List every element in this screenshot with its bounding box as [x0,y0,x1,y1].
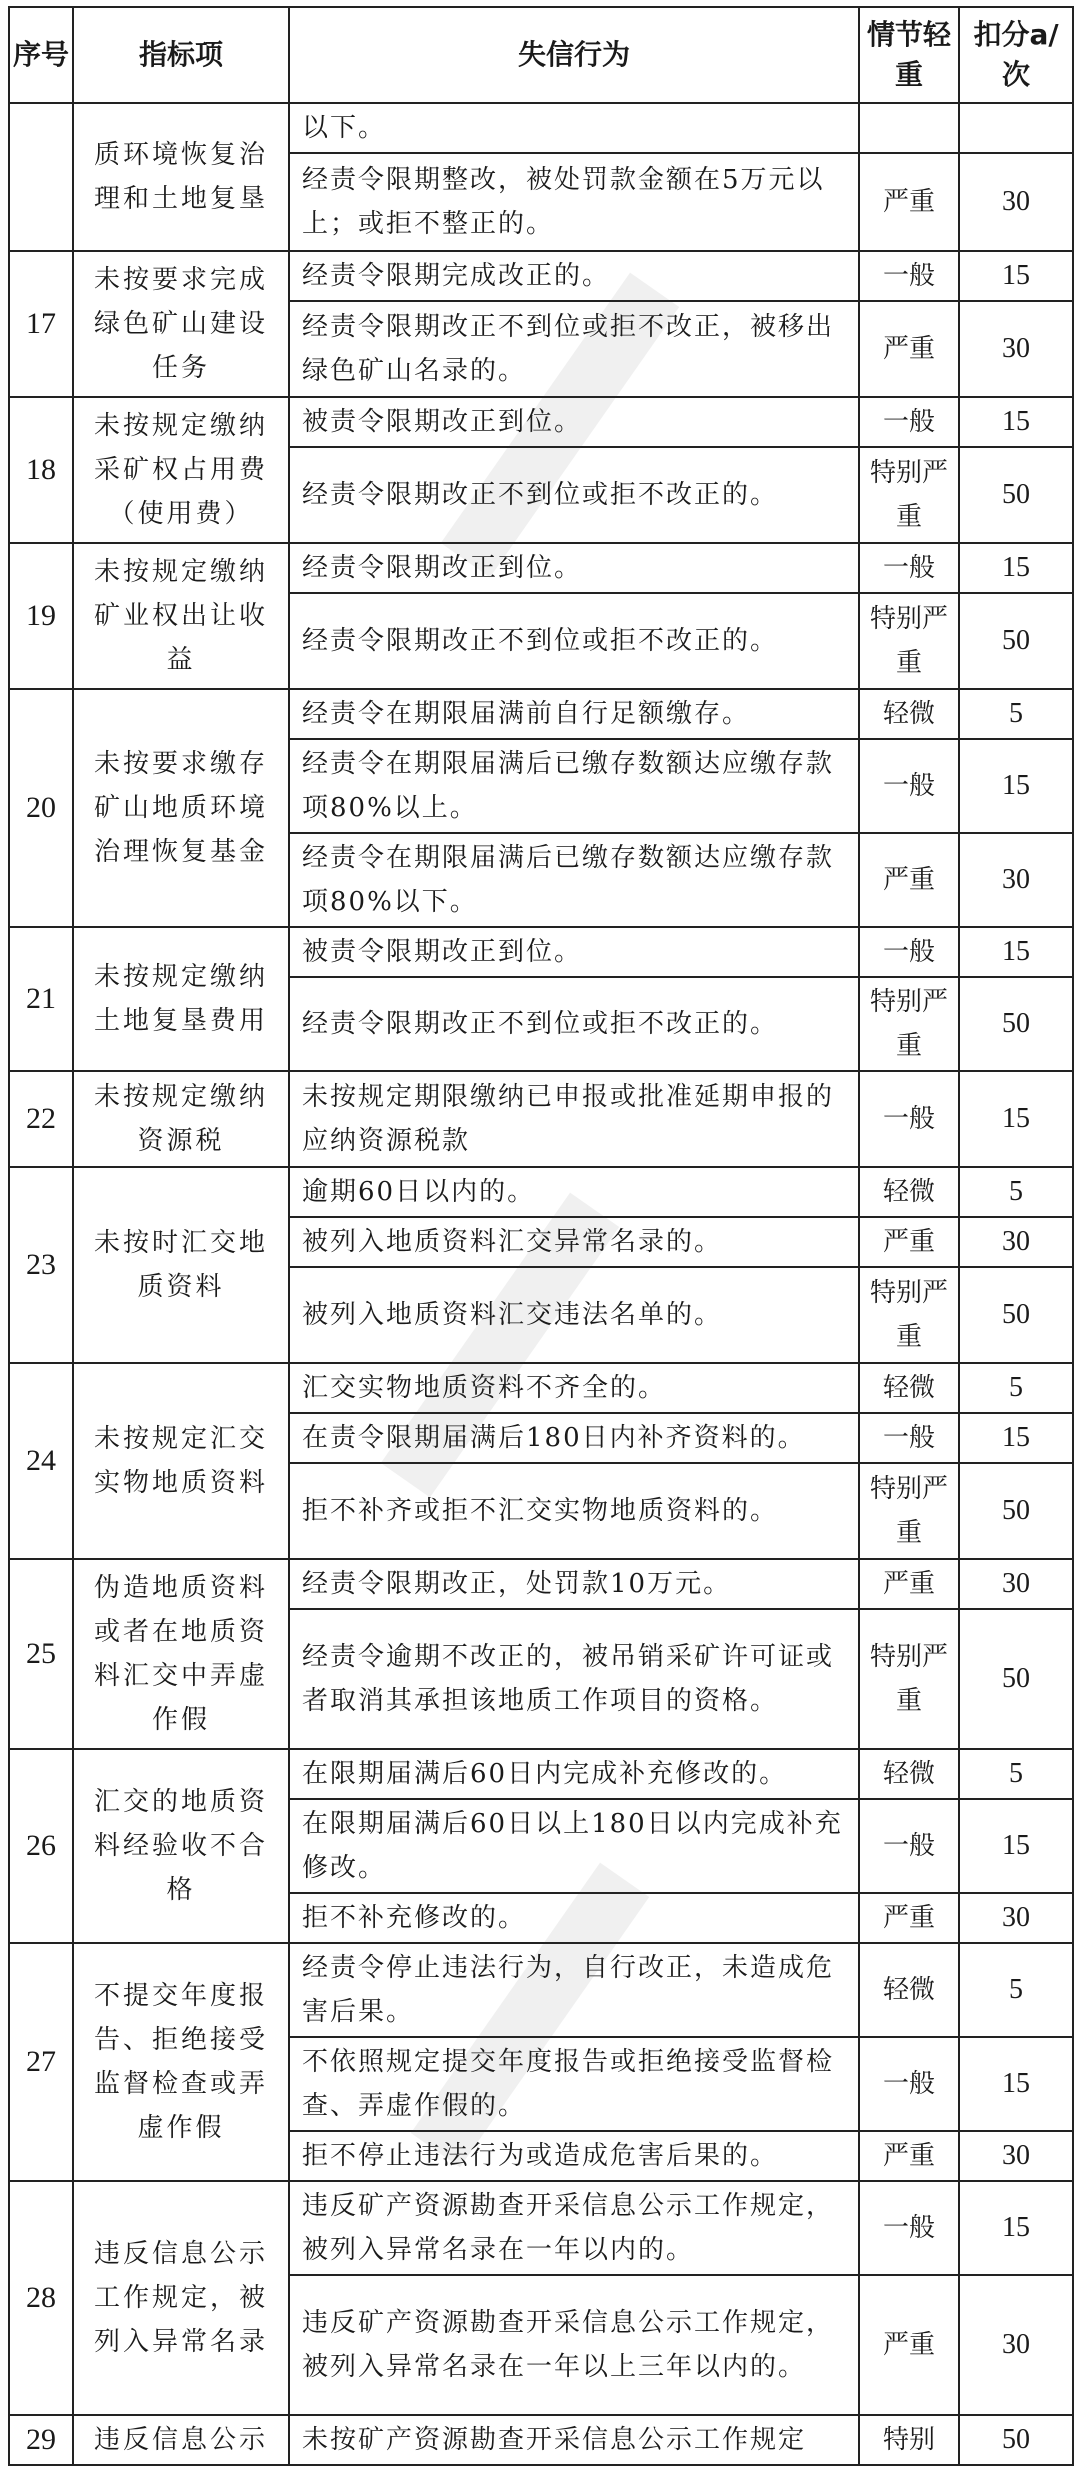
row-points: 50 [959,1463,1073,1559]
row-points: 15 [959,397,1073,447]
row-behavior: 汇交实物地质资料不齐全的。 [289,1363,859,1413]
row-item: 不提交年度报告、拒绝接受监督检查或弄虚作假 [73,1943,289,2181]
row-severity: 严重 [859,2275,959,2415]
table-row [9,1749,1073,1799]
row-severity [859,103,959,153]
row-behavior: 在限期届满后60日内完成补充修改的。 [289,1749,859,1799]
row-points: 50 [959,1609,1073,1749]
row-severity: 特别严重 [859,1463,959,1559]
row-severity: 特别 [859,2415,959,2465]
row-item: 汇交的地质资料经验收不合格 [73,1749,289,1943]
row-item: 未按要求完成绿色矿山建设任务 [73,251,289,397]
header-behavior: 失信行为 [289,7,859,103]
row-item: 未按规定汇交实物地质资料 [73,1363,289,1559]
row-points: 15 [959,2037,1073,2131]
row-points: 30 [959,833,1073,927]
row-behavior: 经责令限期改正不到位或拒不改正，被移出绿色矿山名录的。 [289,301,859,397]
row-behavior: 经责令在期限届满前自行足额缴存。 [289,689,859,739]
row-seq: 23 [9,1167,73,1363]
row-severity: 轻微 [859,1167,959,1217]
table-row [9,1943,1073,2037]
row-points: 30 [959,301,1073,397]
penalty-table-document [8,6,1072,2466]
row-seq: 27 [9,1943,73,2181]
row-behavior: 被列入地质资料汇交异常名录的。 [289,1217,859,1267]
row-points: 5 [959,1167,1073,1217]
row-behavior: 未按矿产资源勘查开采信息公示工作规定 [289,2415,859,2465]
row-behavior: 经责令停止违法行为，自行改正，未造成危害后果。 [289,1943,859,2037]
table-row [9,1559,1073,1609]
row-item: 未按规定缴纳资源税 [73,1071,289,1167]
row-points: 50 [959,593,1073,689]
row-behavior: 拒不补充修改的。 [289,1893,859,1943]
row-severity: 一般 [859,543,959,593]
table-header-row [9,7,1073,103]
row-behavior: 经责令限期改正到位。 [289,543,859,593]
row-points: 50 [959,977,1073,1071]
row-item: 质环境恢复治理和土地复垦 [73,103,289,251]
row-seq: 21 [9,927,73,1071]
row-behavior: 被责令限期改正到位。 [289,397,859,447]
row-points: 30 [959,1893,1073,1943]
row-item: 违反信息公示工作规定，被列入异常名录 [73,2181,289,2415]
table-row [9,1363,1073,1413]
row-points: 5 [959,1749,1073,1799]
row-points: 50 [959,2415,1073,2465]
table-row [9,543,1073,593]
row-points: 50 [959,1267,1073,1363]
row-points: 15 [959,927,1073,977]
row-behavior: 拒不补齐或拒不汇交实物地质资料的。 [289,1463,859,1559]
row-points: 5 [959,1363,1073,1413]
header-points: 扣分a/次 [959,7,1073,103]
row-points: 30 [959,2131,1073,2181]
row-seq: 20 [9,689,73,927]
row-behavior: 违反矿产资源勘查开采信息公示工作规定，被列入异常名录在一年以内的。 [289,2181,859,2275]
row-points [959,103,1073,153]
row-severity: 一般 [859,2181,959,2275]
row-item: 未按时汇交地质资料 [73,1167,289,1363]
row-behavior: 未按规定期限缴纳已申报或批准延期申报的应纳资源税款 [289,1071,859,1167]
row-behavior: 不依照规定提交年度报告或拒绝接受监督检查、弄虚作假的。 [289,2037,859,2131]
header-severity: 情节轻重 [859,7,959,103]
row-severity: 一般 [859,1413,959,1463]
row-points: 15 [959,1071,1073,1167]
row-behavior: 经责令限期改正不到位或拒不改正的。 [289,593,859,689]
row-severity: 轻微 [859,689,959,739]
row-seq: 28 [9,2181,73,2415]
row-points: 30 [959,2275,1073,2415]
row-behavior: 被责令限期改正到位。 [289,927,859,977]
row-points: 15 [959,1413,1073,1463]
row-behavior: 经责令限期改正不到位或拒不改正的。 [289,447,859,543]
row-points: 15 [959,2181,1073,2275]
row-severity: 严重 [859,2131,959,2181]
row-points: 5 [959,689,1073,739]
row-behavior: 拒不停止违法行为或造成危害后果的。 [289,2131,859,2181]
row-seq: 18 [9,397,73,543]
row-seq: 19 [9,543,73,689]
row-severity: 特别严重 [859,1267,959,1363]
header-seq: 序号 [9,7,73,103]
row-points: 5 [959,1943,1073,2037]
row-severity: 特别严重 [859,593,959,689]
table-row [9,1071,1073,1167]
row-behavior: 被列入地质资料汇交违法名单的。 [289,1267,859,1363]
table-row [9,2415,1073,2465]
row-seq: 17 [9,251,73,397]
row-item: 伪造地质资料或者在地质资料汇交中弄虚作假 [73,1559,289,1749]
row-behavior: 经责令限期改正不到位或拒不改正的。 [289,977,859,1071]
row-severity: 一般 [859,2037,959,2131]
table-row [9,2181,1073,2275]
row-item: 违反信息公示 [73,2415,289,2465]
row-severity: 轻微 [859,1363,959,1413]
row-severity: 轻微 [859,1749,959,1799]
row-points: 15 [959,1799,1073,1893]
row-behavior: 经责令在期限届满后已缴存数额达应缴存款项80%以上。 [289,739,859,833]
row-behavior: 在责令限期届满后180日内补齐资料的。 [289,1413,859,1463]
table-row [9,251,1073,301]
row-severity: 严重 [859,1217,959,1267]
row-points: 50 [959,447,1073,543]
table-row [9,927,1073,977]
row-points: 15 [959,251,1073,301]
row-seq: 25 [9,1559,73,1749]
row-severity: 严重 [859,153,959,251]
header-item: 指标项 [73,7,289,103]
row-points: 15 [959,543,1073,593]
row-seq: 22 [9,1071,73,1167]
row-severity: 特别严重 [859,447,959,543]
table-row [9,397,1073,447]
row-severity: 一般 [859,397,959,447]
row-severity: 严重 [859,833,959,927]
table-row [9,1167,1073,1217]
row-seq: 29 [9,2415,73,2465]
row-item: 未按规定缴纳采矿权占用费（使用费） [73,397,289,543]
row-seq [9,103,73,251]
row-severity: 严重 [859,1893,959,1943]
row-points: 30 [959,1559,1073,1609]
row-severity: 一般 [859,927,959,977]
row-behavior: 经责令限期改正，处罚款10万元。 [289,1559,859,1609]
row-behavior: 违反矿产资源勘查开采信息公示工作规定，被列入异常名录在一年以上三年以内的。 [289,2275,859,2415]
row-seq: 26 [9,1749,73,1943]
row-behavior: 在限期届满后60日以上180日以内完成补充修改。 [289,1799,859,1893]
row-points: 30 [959,1217,1073,1267]
row-item: 未按规定缴纳矿业权出让收益 [73,543,289,689]
row-item: 未按规定缴纳土地复垦费用 [73,927,289,1071]
row-behavior: 经责令在期限届满后已缴存数额达应缴存款项80%以下。 [289,833,859,927]
table-row [9,103,1073,153]
row-severity: 一般 [859,251,959,301]
row-points: 15 [959,739,1073,833]
table-row [9,689,1073,739]
row-behavior: 逾期60日以内的。 [289,1167,859,1217]
row-item: 未按要求缴存矿山地质环境治理恢复基金 [73,689,289,927]
row-severity: 特别严重 [859,977,959,1071]
row-severity: 严重 [859,1559,959,1609]
row-severity: 一般 [859,739,959,833]
row-severity: 特别严重 [859,1609,959,1749]
row-severity: 一般 [859,1799,959,1893]
row-behavior: 经责令逾期不改正的，被吊销采矿许可证或者取消其承担该地质工作项目的资格。 [289,1609,859,1749]
row-behavior: 以下。 [289,103,859,153]
row-behavior: 经责令限期完成改正的。 [289,251,859,301]
row-severity: 轻微 [859,1943,959,2037]
row-seq: 24 [9,1363,73,1559]
row-behavior: 经责令限期整改，被处罚款金额在5万元以上；或拒不整正的。 [289,153,859,251]
row-severity: 严重 [859,301,959,397]
row-severity: 一般 [859,1071,959,1167]
credit-penalty-table [8,6,1074,2466]
row-points: 30 [959,153,1073,251]
